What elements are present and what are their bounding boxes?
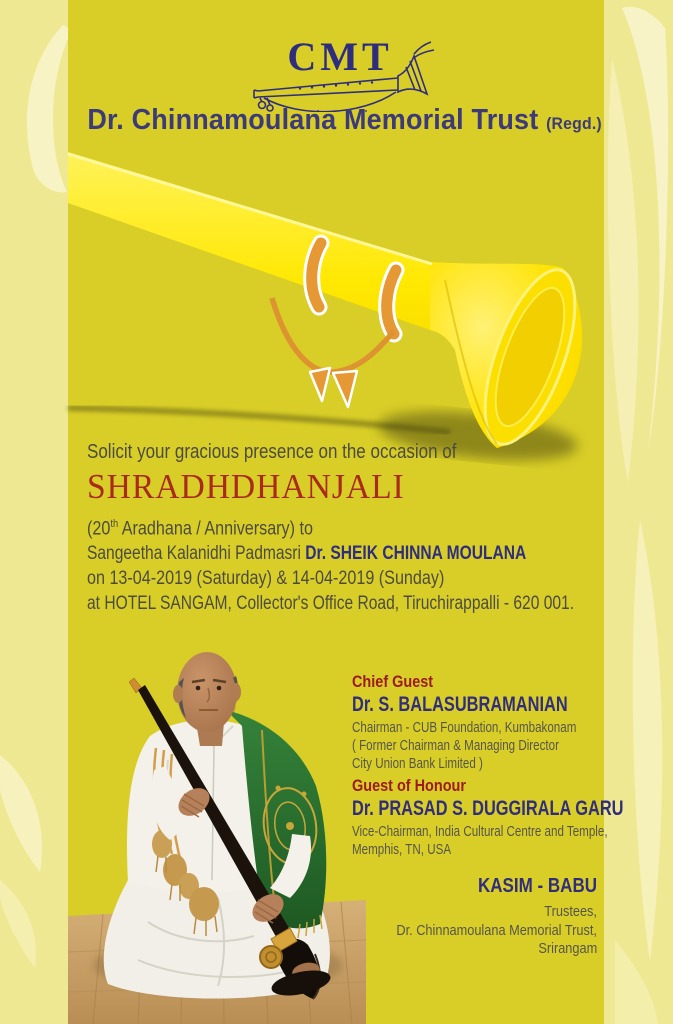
cmt-logo: [240, 34, 440, 112]
invite-intro: Solicit your gracious presence on the occasion of: [87, 441, 457, 463]
chief-guest-detail: City Union Bank Limited ): [352, 756, 483, 772]
org-title-regd: (Regd.): [546, 114, 602, 133]
event-dates: on 13-04-2019 (Saturday) & 14-04-2019 (Sunday): [87, 568, 445, 590]
chief-guest-detail: Chairman - CUB Foundation, Kumbakonam: [352, 720, 577, 736]
event-venue: at HOTEL SANGAM, Collector's Office Road, Tiruchirappalli - 620 001.: [87, 593, 575, 615]
honoree-line: Sangeetha Kalanidhi Padmasri Dr. SHEIK CHINNA MOULANA: [87, 543, 527, 565]
anniversary-line: (20th Aradhana / Anniversary) to: [87, 518, 313, 540]
cmt-monogram: CMT: [287, 34, 393, 79]
honoree-name: Dr. SHEIK CHINNA MOULANA: [305, 543, 527, 565]
musician-photo: [68, 630, 368, 1024]
chief-guest-name: Dr. S. BALASUBRAMANIAN: [352, 693, 568, 716]
event-title: SHRADHDHANJALI: [87, 467, 405, 506]
trustee-place: Srirangam: [538, 940, 597, 957]
trustee-org: Dr. Chinnamoulana Memorial Trust,: [396, 921, 597, 939]
guest-of-honour-name: Dr. PRASAD S. DUGGIRALA GARU: [352, 797, 624, 820]
guest-of-honour-block: [352, 776, 624, 859]
chief-guest-label: Chief Guest: [352, 672, 434, 691]
invitation-text-block: [87, 440, 587, 616]
guest-of-honour-detail: Vice-Chairman, India Cultural Centre and Temple,: [352, 824, 608, 840]
chief-guest-block: [352, 672, 612, 773]
org-title: Dr. Chinnamoulana Memorial Trust: [87, 104, 539, 136]
guest-of-honour-label: Guest of Honour: [352, 776, 466, 795]
org-title-row: [68, 104, 604, 137]
signatories-block: [277, 874, 597, 959]
trustee-names: KASIM - BABU: [478, 875, 597, 897]
guest-of-honour-detail: Memphis, TN, USA: [352, 842, 452, 858]
trustee-role: Trustees,: [544, 903, 597, 920]
chief-guest-detail: ( Former Chairman & Managing Director: [352, 738, 559, 754]
ordinal-suffix: th: [110, 518, 119, 530]
